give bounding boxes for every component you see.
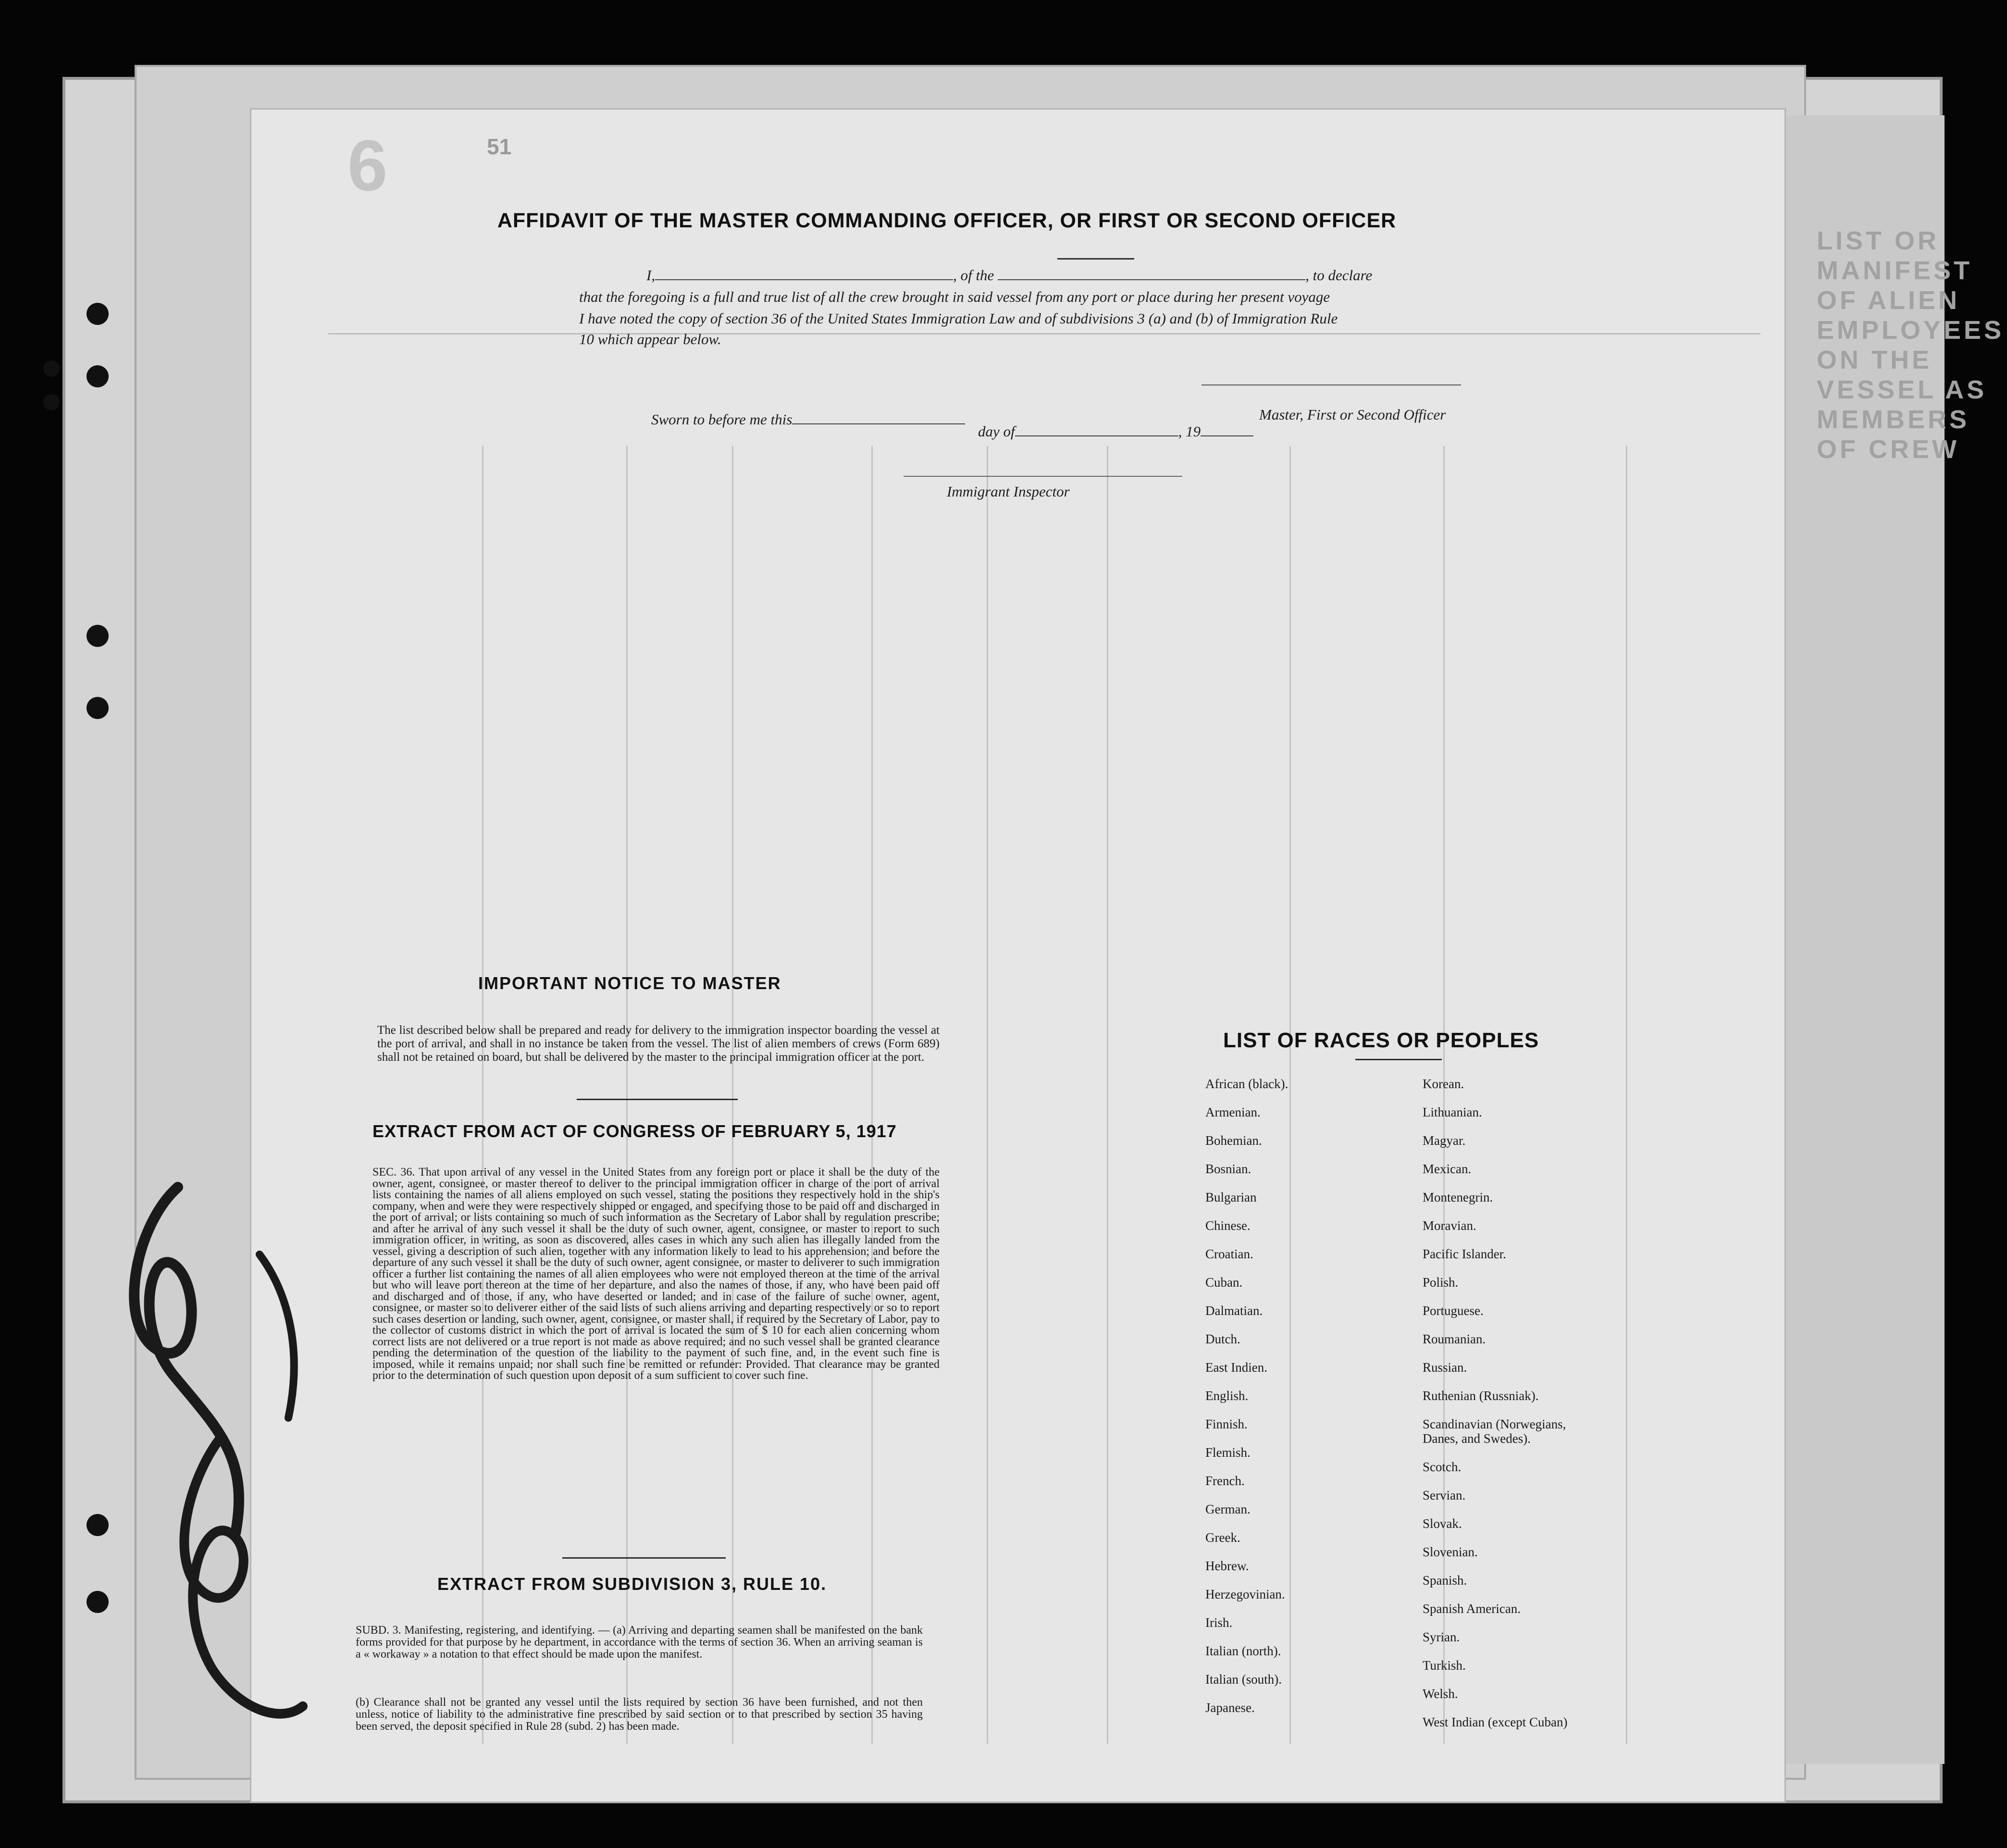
race-item: Dutch. xyxy=(1205,1332,1240,1346)
binder-hole xyxy=(87,365,109,387)
affidavit-title: AFFIDAVIT OF THE MASTER COMMANDING OFFICER, OR FIRST OR SECOND OFFICER xyxy=(497,209,1397,232)
races-heading: LIST OF RACES OR PEOPLES xyxy=(1223,1029,1539,1052)
race-item: Spanish American. xyxy=(1423,1601,1521,1616)
signature-line xyxy=(1202,384,1461,385)
race-item: Portuguese. xyxy=(1423,1303,1484,1318)
race-item: Dalmatian. xyxy=(1205,1303,1263,1318)
race-item: Moravian. xyxy=(1423,1218,1476,1233)
races-left-column xyxy=(1205,1077,1398,1729)
race-item: Welsh. xyxy=(1423,1687,1458,1701)
notice-text: The list described below shall be prepared and ready for delivery to the immigration inspector boarding the vessel at the port of arrival, and shall in no instance be taken from the vessel. The list of alien members of crews (Form 689) shall not be retained on board, but shall be delivered by the master to the principal immigration officer at the port. xyxy=(377,1024,940,1064)
affidavit-line-i: I, , of the , to declare xyxy=(646,267,1373,284)
ghost-stamp-number: 51 xyxy=(487,134,512,159)
races-rule xyxy=(1355,1059,1442,1060)
race-item: Japanese. xyxy=(1205,1700,1255,1715)
race-item: German. xyxy=(1205,1502,1251,1516)
race-item: Spanish. xyxy=(1423,1573,1467,1588)
race-item: Bosnian. xyxy=(1205,1162,1251,1176)
act-heading: EXTRACT FROM ACT OF CONGRESS OF FEBRUARY 5, 1917 xyxy=(372,1121,897,1141)
affidavit-line-noted: I have noted the copy of section 36 of the United States Immigration Law and of subdivisions 3 (a) and (b) of Immigration Rule xyxy=(579,310,1338,327)
title-rule xyxy=(1057,258,1134,260)
race-item: English. xyxy=(1205,1389,1249,1403)
race-item: Hebrew. xyxy=(1205,1559,1249,1573)
race-item: African (black). xyxy=(1205,1077,1288,1091)
binder-hole xyxy=(87,625,109,647)
race-item: Irish. xyxy=(1205,1615,1233,1630)
races-right-column xyxy=(1423,1077,1596,1743)
race-item: Russian. xyxy=(1423,1360,1467,1375)
notice-rule xyxy=(577,1099,738,1100)
race-item: Roumanian. xyxy=(1423,1332,1486,1346)
race-item: Korean. xyxy=(1423,1077,1464,1091)
notice-heading: IMPORTANT NOTICE TO MASTER xyxy=(478,973,781,993)
race-item: French. xyxy=(1205,1474,1245,1488)
act-text: SEC. 36. That upon arrival of any vessel in the United States from any foreign port or place it shall be the duty of the owner, agent, consignee, or master thereof to deliver to the principal immigration officer in charge of the port of arrival lists containing the names of all aliens employed on such vessel, stating the positions they respectively hold in the ship's company, when and were they were respectively shipped or engaged, and specifying those to be paid off and discharged in the port of arrival; or lists containing so much of such information as the Secretary of Labor shall by regulation prescribe; and after he arrival of any such vessel it shall be the duty of such owner, agent, consignee, or master to report to such immigration officer, in writing, as soon as discovered, alles cases in which any such alien has illegally landed from the vessel, giving a description of such alien, together with any information likely to lead to his apprehension; and before the departure of any such vessel it shall be the duty of such owner, agent consignee, or master to deliverer to such immigration officer a further list containing the names of all alien employees who were not employed thereon at the time of the arrival but who will leave port thereon at the time of her departure, and also the names of those, if any, who have been paid off and discharged and of those, if any, who have deserted or landed; and in case of the failure of suche owner, agent, consignee, or master so to deliverer either of the said lists of such aliens arriving and departing respectively or so to report such cases desertion or landing, such owner, agent, consignee, or master shall, if required by the Secretary of Labor, pay to the collector of customs district in which the port of arrival is located the sum of $ 10 for each alien concerning whom correct lists are not delivered or a true report is not made as above required; and no such vessel shall be granted clearance pending the determination of the question of the liability to the payment of such fine, and, in the event such fine is imposed, while it remains unpaid; nor shall such fine be remitted or refunder: Provided. That clearance may be granted prior to the determination of such question upon deposit of a sum sufficient to cover such fine. xyxy=(372,1166,940,1382)
race-item: East Indien. xyxy=(1205,1360,1267,1375)
handwritten-mark xyxy=(77,1168,327,1745)
race-item: Ruthenian (Russniak). xyxy=(1423,1389,1539,1403)
race-item: Polish. xyxy=(1423,1275,1459,1290)
ghost-stamp-mark: 6 xyxy=(347,125,388,206)
signature-label: Master, First or Second Officer xyxy=(1259,406,1446,423)
race-item: Croatian. xyxy=(1205,1247,1253,1261)
race-item: Herzegovinian. xyxy=(1205,1587,1285,1601)
race-item: Italian (north). xyxy=(1205,1644,1281,1658)
binder-hole xyxy=(87,697,109,719)
rule-text-b: (b) Clearance shall not be granted any vessel until the lists required by section 36 have been furnished, and not then unless, notice of liability to the administrative fine prescribed by said section or to that prescribed by section 35 having been served, the deposit specified in Rule 28 (subd. 2) has been made. xyxy=(356,1696,923,1733)
binder-hole xyxy=(87,303,109,325)
race-item: Scandinavian (Norwegians, Danes, and Swedes). xyxy=(1423,1417,1566,1446)
race-item: Syrian. xyxy=(1423,1630,1460,1644)
race-item: Servian. xyxy=(1423,1488,1466,1502)
race-item: Flemish. xyxy=(1205,1445,1251,1460)
race-item: Chinese. xyxy=(1205,1218,1251,1233)
race-item: Bulgarian xyxy=(1205,1190,1257,1204)
race-item: Italian (south). xyxy=(1205,1672,1282,1687)
race-item: Pacific Islander. xyxy=(1423,1247,1506,1261)
race-item: Slovenian. xyxy=(1423,1545,1478,1559)
race-item: Greek. xyxy=(1205,1530,1240,1545)
race-item: Lithuanian. xyxy=(1423,1105,1482,1119)
rule-text-a: SUBD. 3. Manifesting, registering, and identifying. — (a) Arriving and departing seamen shall be manifested on the bank forms provided for that purpose by he department, in accordance with the terms of section 36. When an arriving seaman is a « workaway » a notation to that effect should be made upon the manifest. xyxy=(356,1624,923,1661)
race-item: Cuban. xyxy=(1205,1275,1243,1290)
inspector-line xyxy=(904,476,1182,477)
race-item: Slovak. xyxy=(1423,1516,1462,1531)
immigrant-inspector-label: Immigrant Inspector xyxy=(947,483,1070,500)
race-item: Finnish. xyxy=(1205,1417,1248,1431)
race-item: Magyar. xyxy=(1423,1133,1466,1148)
race-item: Scotch. xyxy=(1423,1460,1462,1474)
race-item: Montenegrin. xyxy=(1423,1190,1493,1204)
affidavit-line-rule10: 10 which appear below. xyxy=(579,331,721,347)
binder-hole xyxy=(43,394,60,410)
race-item: Mexican. xyxy=(1423,1162,1472,1176)
act-rule xyxy=(562,1557,726,1559)
race-item: West Indian (except Cuban) xyxy=(1423,1715,1568,1729)
race-item: Turkish. xyxy=(1423,1658,1466,1673)
affidavit-line-foregoing: that the foregoing is a full and true list of all the crew brought in said vessel from any port or place during her present voyage xyxy=(579,288,1330,305)
rule-heading: EXTRACT FROM SUBDIVISION 3, RULE 10. xyxy=(437,1574,827,1594)
sworn-line: Sworn to before me this xyxy=(651,411,965,428)
race-item: Armenian. xyxy=(1205,1105,1261,1119)
day-of-line: day of , 19 xyxy=(978,423,1253,440)
race-item: Bohemian. xyxy=(1205,1133,1262,1148)
binder-hole xyxy=(43,360,60,377)
ghost-list-heading: LIST OR MANIFEST OF ALIEN EMPLOYEES ON THE VESSEL AS MEMBERS OF CREW xyxy=(1817,226,2005,464)
